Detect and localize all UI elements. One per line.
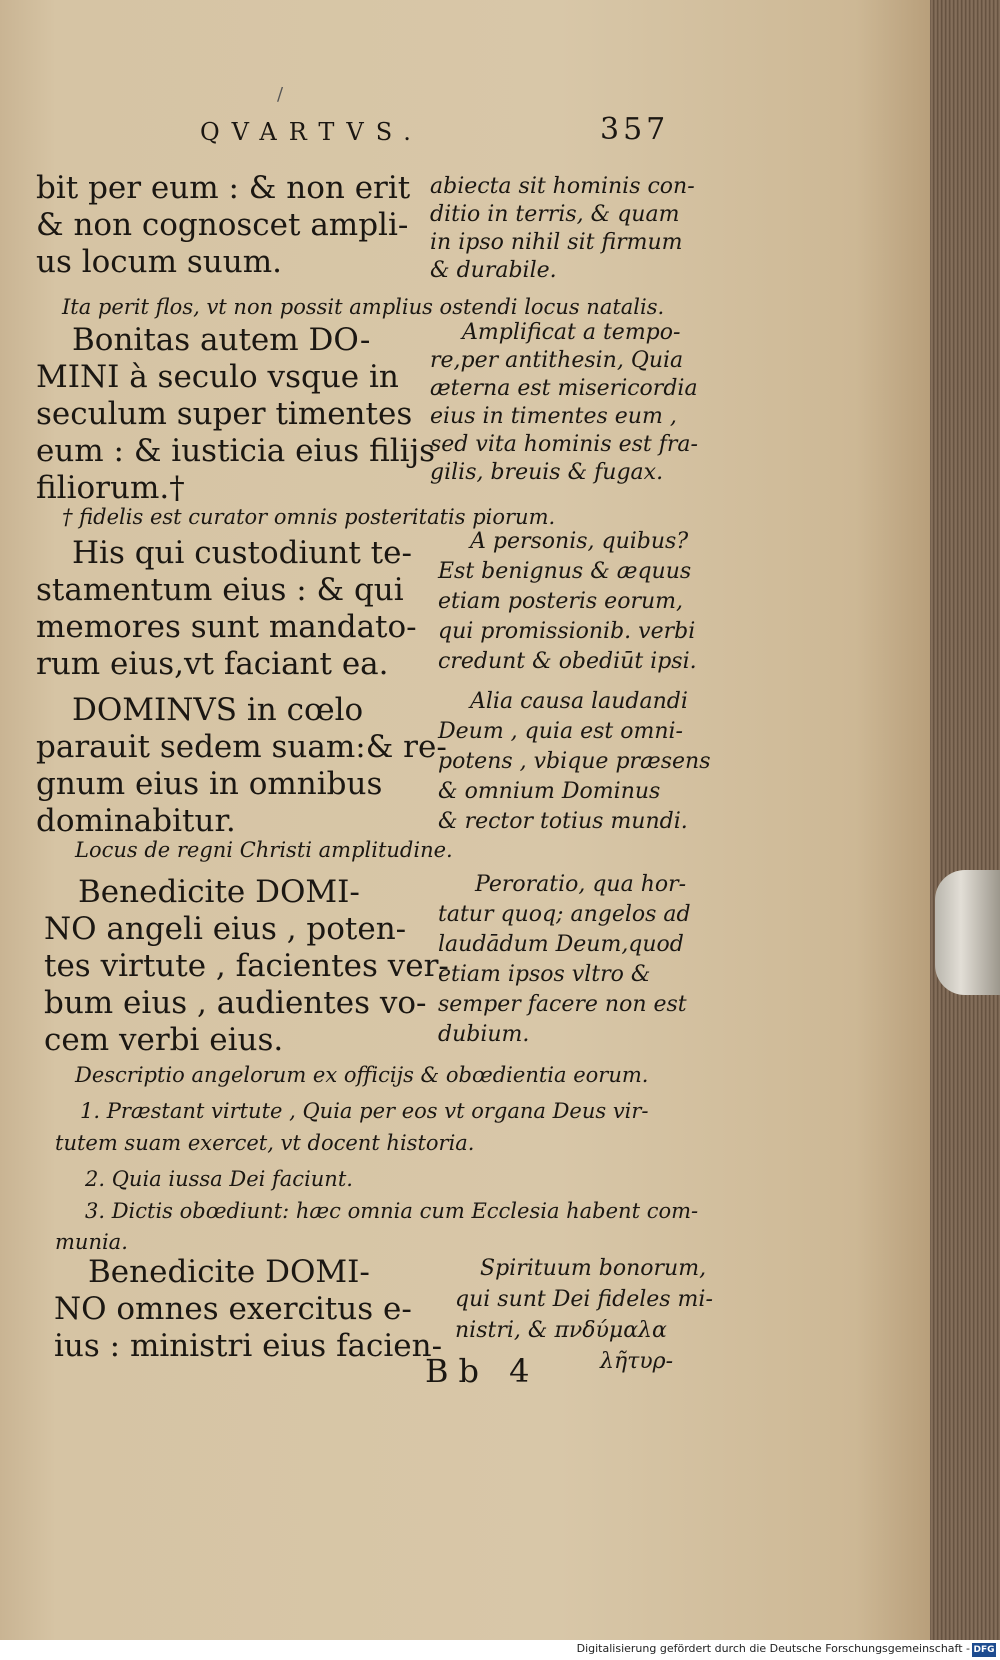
margin-note: æterna est misericordia: [430, 376, 698, 401]
margin-note: Peroratio, qua hor-: [475, 872, 687, 897]
main-line: tes virtute , facientes ver-: [44, 948, 449, 984]
main-line: & non cognoscet ampli-: [36, 207, 409, 243]
stray-mark: /: [277, 84, 284, 105]
interlinear-note: munia.: [55, 1230, 128, 1254]
margin-note: semper facere non est: [438, 992, 687, 1017]
signature-mark: Bb 4: [425, 1352, 540, 1390]
dfg-logo: DFG: [973, 1645, 995, 1655]
margin-note: qui sunt Dei fideles mi-: [455, 1287, 713, 1312]
main-line: seculum super timentes: [36, 396, 413, 432]
interlinear-note: Locus de regni Christi amplitudine.: [75, 838, 453, 862]
margin-note: Amplificat a tempo-: [462, 320, 681, 345]
margin-note: potens , vbique præsens: [438, 749, 711, 774]
margin-note: eius in timentes eum ,: [430, 404, 677, 429]
interlinear-note: tutem suam exercet, vt docent historia.: [55, 1131, 475, 1155]
main-line: eum : & iusticia eius filijs: [36, 433, 436, 469]
main-line: dominabitur.: [36, 803, 236, 839]
page-number: 357: [600, 112, 670, 147]
main-line: bum eius , audientes vo-: [44, 985, 427, 1021]
main-line: stamentum eius : & qui: [36, 572, 404, 608]
main-line: MINI à seculo vsque in: [36, 359, 399, 395]
main-line: Bonitas autem DO-: [72, 322, 371, 358]
margin-note: Est benignus & æquus: [438, 559, 692, 584]
main-line: bit per eum : & non erit: [36, 170, 411, 206]
running-header: QVARTVS.: [200, 118, 423, 146]
margin-note: A personis, quibus?: [470, 529, 689, 554]
main-line: cem verbi eius.: [44, 1022, 284, 1058]
margin-note: & durabile.: [430, 258, 557, 283]
margin-note: gilis, breuis & fugax.: [430, 460, 664, 485]
margin-note: Alia causa laudandi: [470, 689, 688, 714]
margin-note: & omnium Dominus: [438, 779, 661, 804]
main-line: memores sunt mandato-: [36, 609, 417, 645]
margin-note: qui promissionib. verbi: [438, 619, 696, 644]
book-page-edges: [930, 0, 1000, 1640]
book-clip: [935, 870, 1000, 995]
main-line: Benedicite DOMI-: [78, 874, 360, 910]
interlinear-note: Ita perit flos, vt non possit amplius ostendi locus natalis.: [62, 295, 665, 319]
main-line: ius : ministri eius facien-: [54, 1328, 443, 1364]
margin-note: ditio in terris, & quam: [430, 202, 680, 227]
main-line: gnum eius in omnibus: [36, 766, 383, 802]
footer-bar: [0, 1640, 1000, 1660]
margin-note: abiecta sit hominis con-: [430, 174, 695, 199]
margin-note: & rector totius mundi.: [438, 809, 688, 834]
margin-note: laudādum Deum,quod: [438, 932, 684, 957]
main-line: filiorum.†: [36, 470, 185, 506]
margin-note: nistri, & πνδύμαλα: [455, 1318, 667, 1343]
margin-note: Deum , quia est omni-: [438, 719, 683, 744]
main-line: DOMINVS in cœlo: [72, 692, 364, 728]
interlinear-note: 1. Præstant virtute , Quia per eos vt organa Deus vir-: [80, 1099, 649, 1123]
main-line: His qui custodiunt te-: [72, 535, 412, 571]
main-line: us locum suum.: [36, 244, 282, 280]
margin-note: λῆτυρ-: [600, 1349, 674, 1374]
interlinear-note: Descriptio angelorum ex officijs & obœdientia eorum.: [75, 1063, 649, 1087]
digitization-credit: Digitalisierung gefördert durch die Deutsche Forschungsgemeinschaft -: [576, 1642, 970, 1655]
margin-note: etiam ipsos vltro &: [438, 962, 651, 987]
interlinear-note: 2. Quia iussa Dei faciunt.: [85, 1167, 353, 1191]
main-line: NO omnes exercitus e-: [54, 1291, 412, 1327]
margin-note: tatur quoq; angelos ad: [438, 902, 691, 927]
main-line: NO angeli eius , poten-: [44, 911, 407, 947]
main-line: parauit sedem suam:& re-: [36, 729, 447, 765]
margin-note: dubium.: [438, 1022, 530, 1047]
margin-note: Spirituum bonorum,: [480, 1256, 707, 1281]
margin-note: sed vita hominis est fra-: [430, 432, 698, 457]
main-line: Benedicite DOMI-: [88, 1254, 370, 1290]
main-line: rum eius,vt faciant ea.: [36, 646, 389, 682]
margin-note: re,per antithesin, Quia: [430, 348, 684, 373]
margin-note: credunt & obediūt ipsi.: [438, 649, 697, 674]
margin-note: etiam posteris eorum,: [438, 589, 683, 614]
margin-note: in ipso nihil sit firmum: [430, 230, 683, 255]
interlinear-note: 3. Dictis obœdiunt: hæc omnia cum Ecclesia habent com-: [85, 1199, 699, 1223]
interlinear-note: † fidelis est curator omnis posteritatis piorum.: [62, 505, 556, 529]
